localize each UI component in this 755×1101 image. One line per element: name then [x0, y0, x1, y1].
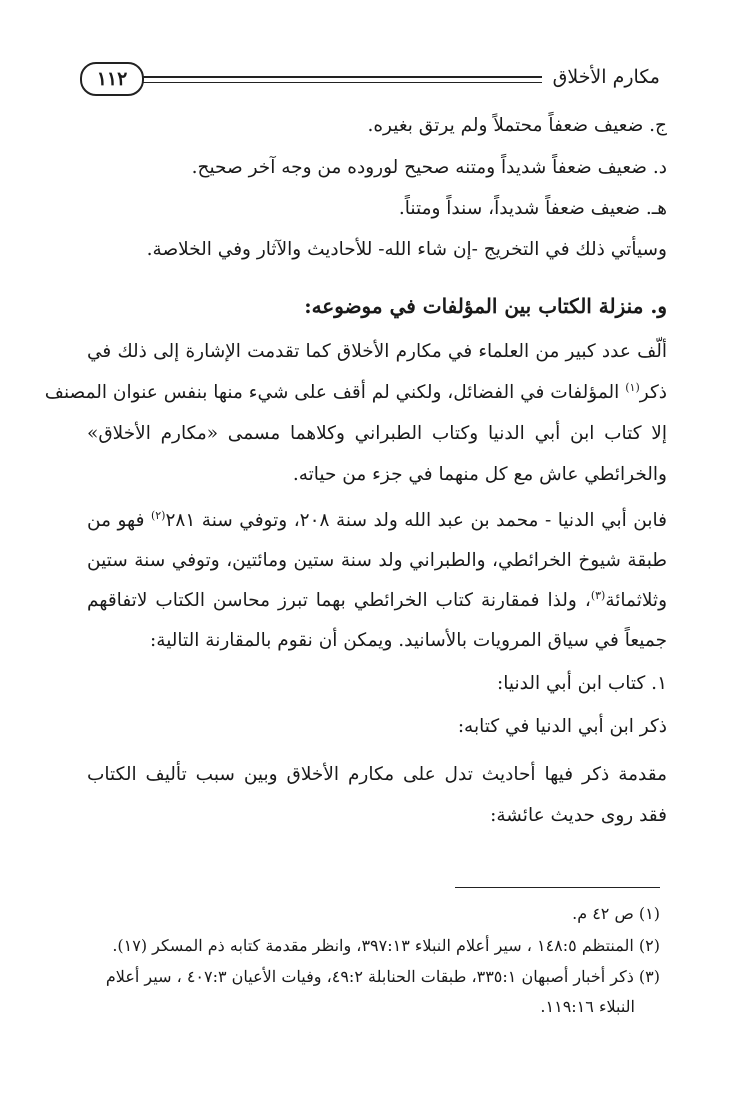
paragraph-line: طبقة شيوخ الخرائطي، والطبراني ولد سنة ستين ومائتين، وتوفي سنة ستين — [87, 550, 667, 571]
header-rule — [142, 76, 542, 83]
running-header — [80, 62, 660, 102]
paragraph-line: إلا كتاب ابن أبي الدنيا وكتاب الطبراني وكلاهما مسمى «مكارم الأخلاق» — [87, 423, 667, 444]
footnote-1: (١) ص ٤٢ م. — [572, 904, 660, 923]
book-title: مكارم الأخلاق — [552, 66, 660, 88]
grade-line-d: د. ضعيف ضعفاً شديداً ومتنه صحيح لوروده من وجه آخر صحيح. — [191, 157, 667, 178]
paragraph-line: مقدمة ذكر فيها أحاديث تدل على مكارم الأخلاق وبين سبب تأليف الكتاب — [87, 764, 667, 785]
footnote-separator — [455, 887, 660, 888]
footnote-3-continued: النبلاء ١١٩:١٦. — [540, 997, 635, 1016]
footnote-ref-3: (٣) — [590, 588, 606, 602]
section-heading: و. منزلة الكتاب بين المؤلفات في موضوعه: — [304, 294, 667, 318]
grade-summary-line: وسيأتي ذلك في التخريج -إن شاء الله- للأحاديث والآثار وفي الخلاصة. — [146, 239, 667, 260]
grade-line-e: هـ. ضعيف ضعفاً شديداً، سنداً ومتناً. — [398, 198, 667, 219]
footnote-3: (٣) ذكر أخبار أصبهان ٣٣٥:١، طبقات الحنابلة ٤٩:٢، وفيات الأعيان ٤٠٧:٣ ، سير أعلام — [105, 967, 660, 986]
list-item-1: ١. كتاب ابن أبي الدنيا: — [497, 673, 667, 694]
grade-line-c: ج. ضعيف ضعفاً محتملاً ولم يرتق بغيره. — [367, 115, 667, 136]
footnote-ref-2: (٢) — [150, 508, 166, 522]
list-item-1-sub: ذكر ابن أبي الدنيا في كتابه: — [457, 716, 667, 737]
paragraph-line: فقد روى حديث عائشة: — [490, 805, 667, 826]
paragraph-line: جميعاً في سياق المرويات بالأسانيد. ويمكن أن نقوم بالمقارنة التالية: — [150, 630, 667, 651]
paragraph-line: والخرائطي عاش مع كل منهما في جزء من حياته. — [292, 464, 667, 485]
paragraph-line: ألّف عدد كبير من العلماء في مكارم الأخلاق كما تقدمت الإشارة إلى ذلك في — [87, 341, 667, 362]
paragraph-line: ذكر$^{(١)}$ المؤلفات في الفضائل، ولكني لم أقف على شيء منها بنفس عنوان المصنف — [44, 380, 667, 403]
footnote-ref-1: (١) — [625, 380, 640, 394]
paragraph-line: فابن أبي الدنيا - محمد بن عبد الله ولد سنة ٢٠٨، وتوفي سنة ٢٨١$^{(٢)}$ فهو من — [87, 508, 667, 531]
page-number: ١١٢ — [80, 62, 144, 96]
paragraph-line: وثلاثمائة$^{(٣)}$، ولذا فمقارنة كتاب الخرائطي بهما تبرز محاسن الكتاب لاتفاقهم — [87, 588, 667, 611]
footnote-2: (٢) المنتظم ١٤٨:٥ ، سير أعلام النبلاء ٣٩٧:١٣، وانظر مقدمة كتابه ذم المسكر (١٧). — [112, 936, 660, 955]
